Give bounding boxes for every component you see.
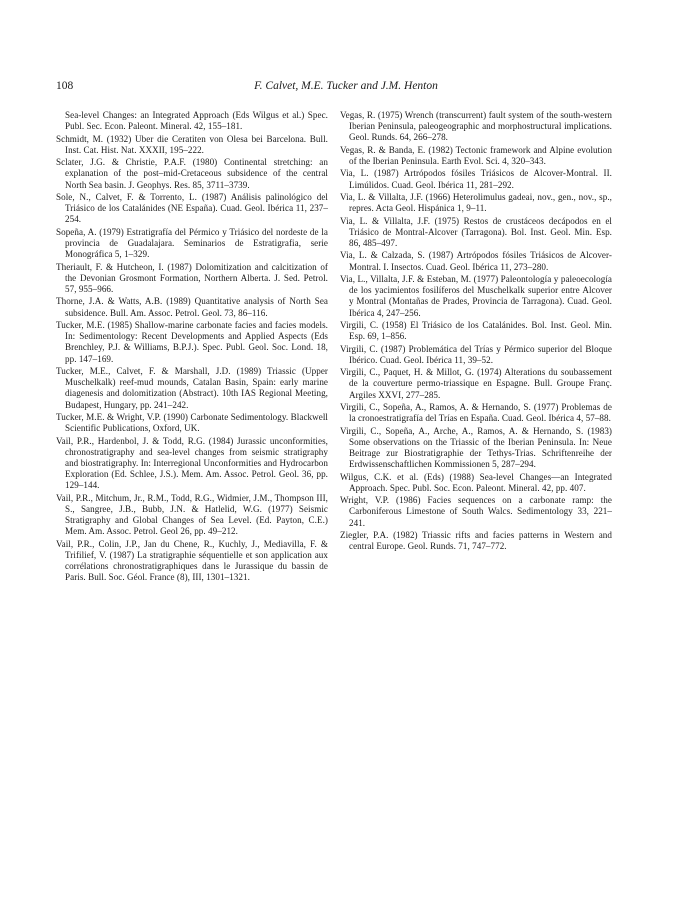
reference-entry: Sole, N., Calvet, F. & Torrento, L. (1987) Análisis palinológico del Triásico de los Catalánides (NE España). Cuad. Geol. Ibérica 11, 237–254. xyxy=(56,191,328,225)
reference-entry: Vegas, R. & Banda, E. (1982) Tectonic framework and Alpine evolution of the Iberian Peninsula. Earth Evol. Sci. 4, 320–343. xyxy=(340,144,612,166)
reference-entry: Vail, P.R., Hardenbol, J. & Todd, R.G. (1984) Jurassic unconformities, chronostratigraphy and sea-level changes from seismic stratigraphy and biostratigraphy. In: Interregional Unconformities and Hydrocarbon Exploration (Ed. Schlee, J.S.). Mem. Am. Assoc. Petrol. Geol. 36, pp. 129–144. xyxy=(56,435,328,491)
reference-entry: Virgili, C., Sopeña, A., Arche, A., Ramos, A. & Hernando, S. (1983) Some observations on the Triassic of the Iberian Peninsula. In: Neue Beitrage zur Biostratigraphie der Tethys-Trias. Schriftenreihe der Erdwissenschaftlichen Kommissionen 5, 287–294. xyxy=(340,425,612,470)
reference-entry: Thorne, J.A. & Watts, A.B. (1989) Quantitative analysis of North Sea subsidence. Bull. Am. Assoc. Petrol. Geol. 73, 86–116. xyxy=(56,296,328,318)
references-left-column xyxy=(56,110,328,585)
reference-entry: Schmidt, M. (1932) Uber die Ceratiten von Olesa bei Barcelona. Bull. Inst. Cat. Hist. Nat. XXXII, 195–222. xyxy=(56,133,328,155)
reference-entry: Sopeña, A. (1979) Estratigrafía del Pérmico y Triásico del nordeste de la provincia de Guadalajara. Seminarios de Estratigrafia, serie Monográfica 5, 1–329. xyxy=(56,226,328,260)
reference-entry: Virgili, C. (1958) El Triásico de los Catalánides. Bol. Inst. Geol. Min. Esp. 69, 1–856. xyxy=(340,319,612,342)
reference-entry: Tucker, M.E., Calvet, F. & Marshall, J.D. (1989) Triassic (Upper Muschelkalk) reef-mud mounds, Catalan Basin, Spain: early marine diagenesis and dolomitization (Abstract). 10th IAS Regional Meeting, Budapest, Hungary, pp. 241–242. xyxy=(56,365,328,410)
reference-entry: Sea-level Changes: an Integrated Approach (Eds Wilgus et al.) Spec. Publ. Sec. Econ. Paleont. Mineral. 42, 155–181. xyxy=(65,110,328,132)
references-right-column xyxy=(340,110,612,554)
running-head: F. Calvet, M.E. Tucker and J.M. Henton xyxy=(254,80,438,92)
reference-entry: Sclater, J.G. & Christie, P.A.F. (1980) Continental stretching: an explanation of the post–mid-Cretaceous subsidence of the central North Sea basin. J. Geophys. Res. 85, 3711–3739. xyxy=(56,157,328,190)
reference-entry: Ziegler, P.A. (1982) Triassic rifts and facies patterns in Western and central Europe. Geol. Runds. 71, 747–772. xyxy=(340,529,612,552)
reference-entry: Wright, V.P. (1986) Facies sequences on a carbonate ramp: the Carboniferous Limestone of South Walcs. Sedimentology 33, 221–241. xyxy=(340,495,612,528)
reference-entry: Tucker, M.E. (1985) Shallow-marine carbonate facies and facies models. In: Sedimentology: Recent Developments and Applied Aspects (Eds Brenchley, P.J. & Williams, B.P.J.). Spec. Publ. Geol. Soc. Lond. 18, pp. 147–169. xyxy=(56,319,328,364)
page-number: 108 xyxy=(56,80,74,92)
reference-entry: Virgili, C. (1987) Problemática del Trías y Pérmico superior del Bloque Ibérico. Cuad. Geol. Ibérica 11, 39–52. xyxy=(340,343,612,365)
reference-entry: Wilgus, C.K. et al. (Eds) (1988) Sea-level Changes—an Integrated Approach. Spec. Publ. Soc. Econ. Paleont. Mineral. 42, pp. 407. xyxy=(340,471,612,493)
reference-entry: Theriault, F. & Hutcheon, I. (1987) Dolomitization and calcitization of the Devonian Grosmont Formation, Northern Alberta. J. Sed. Petrol. 57, 955–966. xyxy=(56,261,328,294)
reference-entry: Tucker, M.E. & Wright, V.P. (1990) Carbonate Sedimentology. Blackwell Scientific Publications, Oxford, UK. xyxy=(56,411,328,434)
page-header xyxy=(56,80,636,96)
reference-entry: Via, L. (1987) Artrópodos fósiles Triásicos de Alcover-Montral. II. Limúlidos. Cuad. Geol. Ibérica 11, 281–292. xyxy=(340,168,612,190)
reference-entry: Via, L. & Villalta, J.F. (1975) Restos de crustáceos decápodos en el Triásico de Montral-Alcover (Tarragona). Bol. Inst. Geol. Min. Esp. 86, 485–497. xyxy=(340,215,612,248)
reference-entry: Virgili, C., Paquet, H. & Millot, G. (1974) Alterations du soubassement de la couverture permo-triassique en Espagne. Bull. Groupe Franç. Argiles XXVI, 277–285. xyxy=(340,367,612,400)
reference-entry: Vail, P.R., Mitchum, Jr., R.M., Todd, R.G., Widmier, J.M., Thompson III, S., Sangree, J.B., Bubb, J.N. & Hatlelid, W.G. (1977) Seismic Stratigraphy and Global Changes of Sea Level. (Ed. Payton, C.E.) Mem. Am. Assoc. Petrol. Geol 26, pp. 49–212. xyxy=(56,492,328,537)
reference-entry: Via, L. & Villalta, J.F. (1966) Heterolimulus gadeai, nov., gen., nov., sp., repres. Acta Geol. Hispánica 1, 9–11. xyxy=(340,191,612,214)
reference-entry: Via, L. & Calzada, S. (1987) Artrópodos fósiles Triásicos de Alcover-Montral. I. Insectos. Cuad. Geol. Ibérica 11, 273–280. xyxy=(340,250,612,272)
reference-entry: Vegas, R. (1975) Wrench (transcurrent) fault system of the south-western Iberian Peninsula, paleogeographic and morphostructural implications. Geol. Runds. 64, 266–278. xyxy=(340,110,612,143)
reference-entry: Virgili, C., Sopeña, A., Ramos, A. & Hernando, S. (1977) Problemas de la cronoestratigrafía del Trías en España. Cuad. Geol. Ibérica 4, 57–88. xyxy=(340,401,612,424)
reference-entry: Via, L., Villalta, J.F. & Esteban, M. (1977) Paleontología y paleoecología de los yacimientos fosilíferos del Muschelkalk superior entre Alcover y Montral (Montañas de Prades, Provincia de Tarragona). Cuad. Geol. Ibérica 4, 247–256. xyxy=(340,273,612,318)
reference-entry: Vail, P.R., Colin, J.P., Jan du Chene, R., Kuchly, J., Mediavilla, F. & Trifilief, V. (1987) La stratigraphie séquentielle et son application aux corrélations chronostratigraphiques dans le Jurassique du bassin de Paris. Bull. Soc. Géol. France (8), III, 1301–1321. xyxy=(56,538,328,583)
